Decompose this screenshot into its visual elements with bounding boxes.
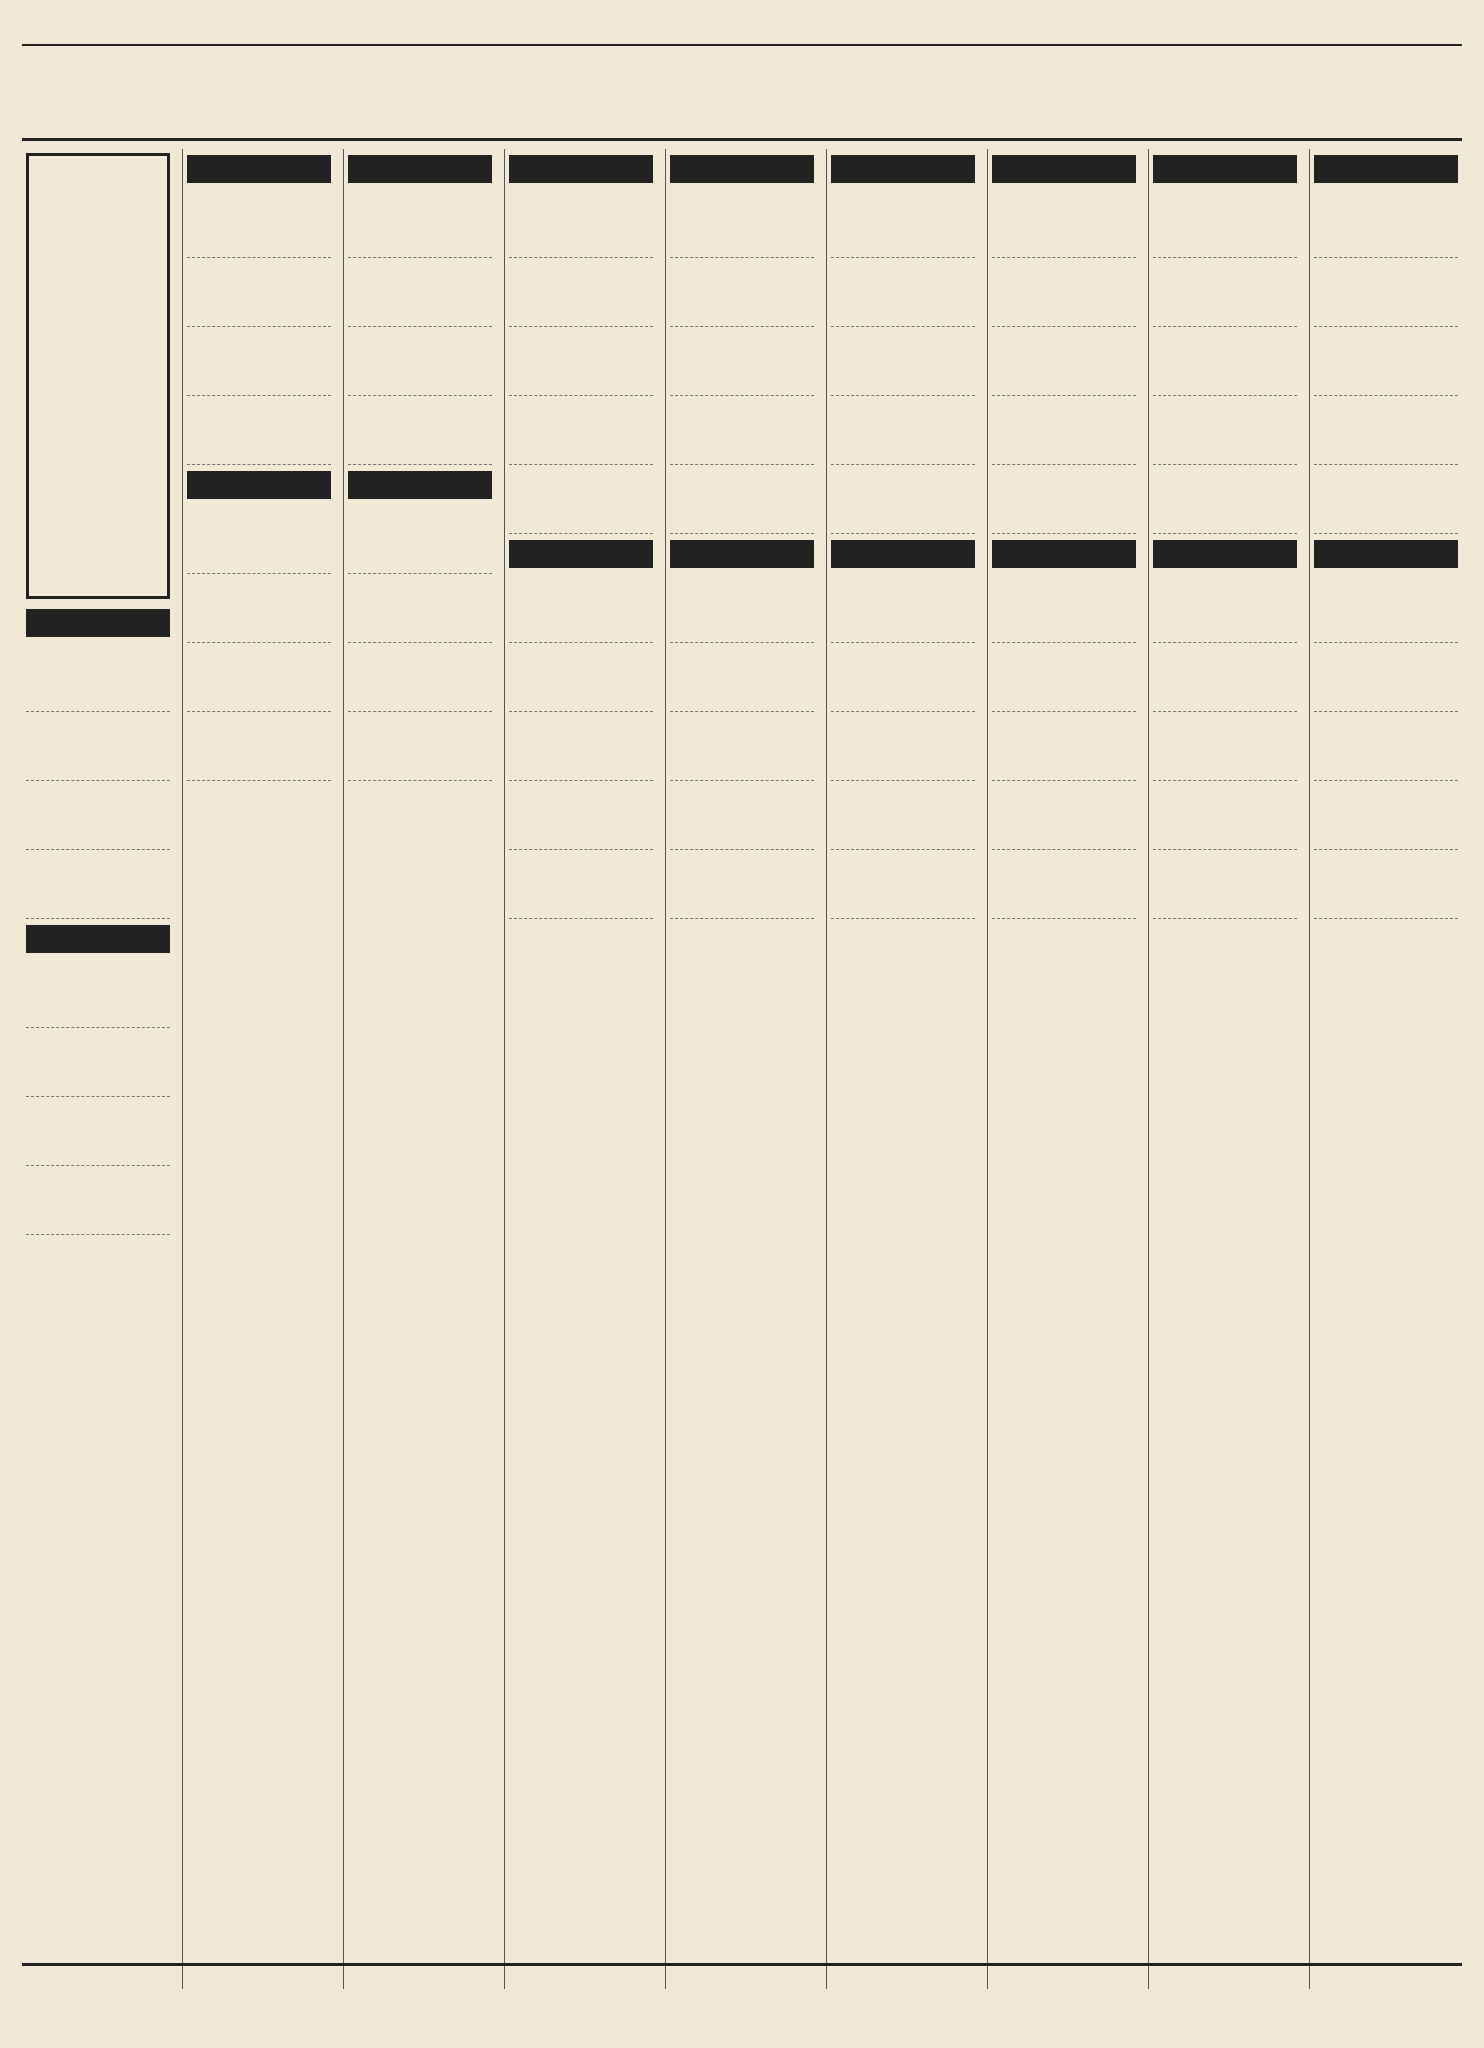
classified-ad — [348, 189, 492, 258]
classified-ad — [348, 712, 492, 781]
classified-ad — [1153, 781, 1297, 850]
classified-ad — [509, 850, 653, 919]
column-subheading — [992, 540, 1136, 568]
classified-ad — [1314, 850, 1458, 919]
classified-ad — [831, 327, 975, 396]
classified-ad — [1314, 327, 1458, 396]
column-8 — [182, 149, 335, 1989]
classified-ad — [187, 712, 331, 781]
classified-ad — [670, 781, 814, 850]
classified-ad — [509, 574, 653, 643]
classified-ad — [992, 781, 1136, 850]
column-heading — [348, 155, 492, 183]
classified-ad — [831, 465, 975, 534]
classified-ad — [26, 1166, 170, 1235]
column-heading — [187, 155, 331, 183]
classified-ad — [831, 396, 975, 465]
classified-columns — [22, 141, 1462, 1989]
classified-ad — [1153, 465, 1297, 534]
classified-ad — [348, 396, 492, 465]
classified-ad — [187, 258, 331, 327]
classified-ad — [187, 505, 331, 574]
classified-ad — [509, 396, 653, 465]
classified-ad — [1153, 258, 1297, 327]
classified-ad — [992, 327, 1136, 396]
classified-ad — [26, 643, 170, 712]
classified-ad — [348, 505, 492, 574]
classified-ad — [26, 1097, 170, 1166]
column-4 — [826, 149, 979, 1989]
footer-banner — [22, 1963, 1462, 2032]
classified-ad — [670, 465, 814, 534]
column-9 — [22, 149, 174, 1989]
classified-ad — [992, 850, 1136, 919]
classified-ad — [1153, 574, 1297, 643]
classified-ad — [348, 258, 492, 327]
classified-ad — [992, 396, 1136, 465]
column-heading — [831, 155, 975, 183]
classified-ad — [187, 189, 331, 258]
classified-ad — [831, 850, 975, 919]
column-5 — [665, 149, 818, 1989]
classified-ad — [187, 574, 331, 643]
masthead — [22, 46, 1462, 141]
column-subheading — [187, 471, 331, 499]
column-heading — [509, 155, 653, 183]
classified-ad — [1314, 189, 1458, 258]
classified-ad — [992, 189, 1136, 258]
column-heading — [670, 155, 814, 183]
classified-ad — [348, 327, 492, 396]
classified-ad — [187, 396, 331, 465]
classified-ad — [187, 327, 331, 396]
classified-ad — [509, 327, 653, 396]
tender-notice — [26, 153, 170, 599]
classified-ad — [831, 712, 975, 781]
column-subheading — [26, 925, 170, 953]
classified-ad — [1153, 712, 1297, 781]
classified-ad — [348, 574, 492, 643]
classified-ad — [509, 781, 653, 850]
classified-ad — [1314, 574, 1458, 643]
classified-ad — [1314, 712, 1458, 781]
classified-ad — [509, 258, 653, 327]
column-6 — [504, 149, 657, 1989]
column-heading — [992, 155, 1136, 183]
classified-ad — [26, 781, 170, 850]
column-subheading — [348, 471, 492, 499]
classified-ad — [992, 712, 1136, 781]
classified-ad — [831, 258, 975, 327]
classified-ad — [992, 465, 1136, 534]
classified-ad — [831, 781, 975, 850]
classified-ad — [992, 643, 1136, 712]
classified-ad — [670, 258, 814, 327]
classified-ad — [831, 189, 975, 258]
classified-ad — [348, 643, 492, 712]
classified-ad — [1153, 396, 1297, 465]
classified-ad — [509, 189, 653, 258]
classified-ad — [670, 574, 814, 643]
column-3 — [987, 149, 1140, 1989]
classified-ad — [1314, 465, 1458, 534]
classified-ad — [26, 959, 170, 1028]
classified-ad — [1314, 396, 1458, 465]
classified-ad — [1153, 189, 1297, 258]
column-1 — [1309, 149, 1462, 1989]
column-heading — [1314, 155, 1458, 183]
classified-ad — [670, 643, 814, 712]
classified-ad — [26, 1028, 170, 1097]
column-subheading — [670, 540, 814, 568]
classified-ad — [992, 574, 1136, 643]
classified-ad — [187, 643, 331, 712]
column-subheading — [509, 540, 653, 568]
classified-ad — [670, 850, 814, 919]
classified-ad — [1314, 781, 1458, 850]
classified-ad — [670, 189, 814, 258]
classified-ad — [1153, 850, 1297, 919]
classified-ad — [509, 712, 653, 781]
classified-ad — [992, 258, 1136, 327]
classified-ad — [1314, 258, 1458, 327]
classified-ad — [831, 643, 975, 712]
classified-ad — [509, 643, 653, 712]
column-2 — [1148, 149, 1301, 1989]
folio-line — [22, 18, 1462, 46]
column-subheading — [1153, 540, 1297, 568]
classified-ad — [1314, 643, 1458, 712]
classified-ad — [26, 850, 170, 919]
classified-ad — [1153, 643, 1297, 712]
classified-ad — [1153, 327, 1297, 396]
classified-ad — [670, 396, 814, 465]
classified-ad — [509, 465, 653, 534]
classified-ad — [670, 327, 814, 396]
column-subheading — [1314, 540, 1458, 568]
classified-ad — [831, 574, 975, 643]
classified-ad — [670, 712, 814, 781]
column-subheading — [831, 540, 975, 568]
column-heading — [1153, 155, 1297, 183]
column-7 — [343, 149, 496, 1989]
column-heading — [26, 609, 170, 637]
classified-ad — [26, 712, 170, 781]
